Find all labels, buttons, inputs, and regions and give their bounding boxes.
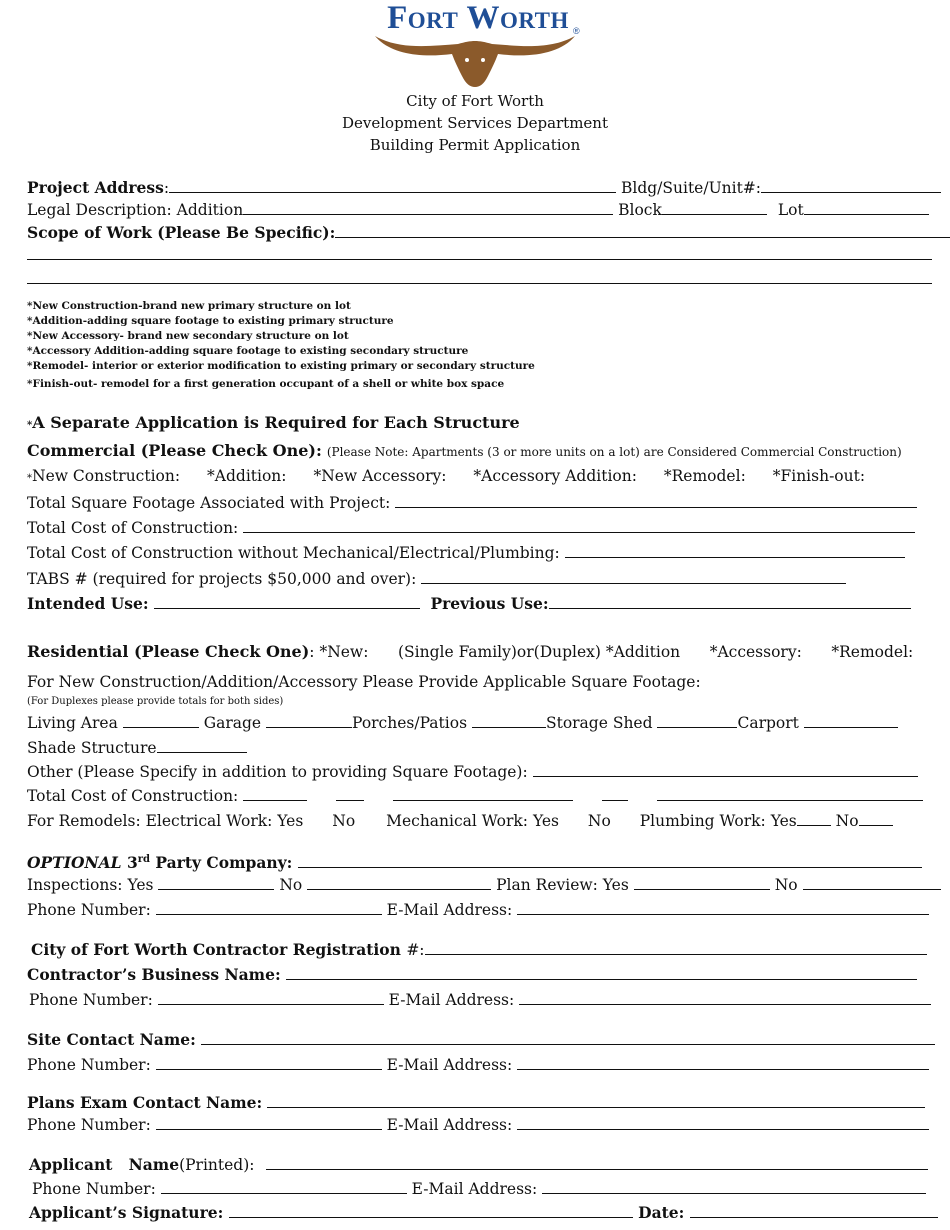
plans-email-label: E-Mail Address: <box>386 1116 513 1134</box>
third-party-email-field[interactable] <box>517 899 929 915</box>
plans-exam-row <box>27 1092 925 1113</box>
intended-use-label: Intended Use: <box>27 594 149 613</box>
option-finish-out[interactable]: *Finish-out: <box>772 467 866 485</box>
contractor-email-field[interactable] <box>519 989 931 1005</box>
option-addition[interactable]: *Addition: <box>207 467 287 485</box>
definition-finish-out: *Finish-out- remodel for a first generation occupant of a shell or white box space <box>27 378 505 390</box>
applicant-name-row: Applicant Name(Printed): <box>29 1154 928 1175</box>
tabs-field[interactable] <box>421 568 846 584</box>
contractor-registration-field[interactable] <box>425 939 927 955</box>
carport-label: Carport <box>737 714 799 732</box>
contractor-business-label: Contractor’s Business Name: <box>27 965 281 984</box>
legal-description-label: Legal Description: Addition <box>27 201 244 219</box>
third-party-row: OPTIONAL 3rd Party Company: <box>27 850 922 873</box>
tabs-label: TABS # (required for projects $50,000 and over): <box>27 570 417 588</box>
commercial-cost-wo-row <box>27 542 905 563</box>
commercial-cost-field[interactable] <box>243 517 915 533</box>
commercial-cost-row <box>27 517 915 538</box>
inspections-yes-label: Inspections: Yes <box>27 876 154 894</box>
bldg-field[interactable] <box>761 177 941 193</box>
duplex-note: (For Duplexes please provide totals for both sides) <box>27 696 284 707</box>
third-party-email-label: E-Mail Address: <box>386 901 513 919</box>
definition-addition: *Addition-adding square footage to existing primary structure <box>27 315 394 327</box>
addition-field[interactable] <box>243 199 613 215</box>
option-new-accessory[interactable]: *New Accessory: <box>313 467 447 485</box>
garage-label: Garage <box>203 714 262 732</box>
living-area-field[interactable] <box>123 712 199 728</box>
contractor-registration-row: City of Fort Worth Contractor Registration #: <box>31 939 927 960</box>
plans-exam-field[interactable] <box>267 1092 925 1108</box>
plumbing-yes-label[interactable]: Plumbing Work: Yes <box>639 812 797 830</box>
site-email-field[interactable] <box>517 1054 929 1070</box>
applicant-contact-row <box>32 1178 926 1199</box>
scope-label: Scope of Work (Please Be Specific): <box>27 223 336 242</box>
applicant-signature-label: Applicant’s Signature: <box>29 1203 224 1222</box>
previous-use-label: Previous Use: <box>430 594 549 613</box>
residential-cost-row <box>27 785 923 806</box>
commercial-cost-label: Total Cost of Construction: <box>27 519 239 537</box>
definition-remodel: *Remodel- interior or exterior modification to existing primary or secondary structure <box>27 360 535 372</box>
intended-use-field[interactable] <box>154 593 420 609</box>
commercial-note: (Please Note: Apartments (3 or more units on a lot) are Considered Commercial Construction) <box>326 445 902 459</box>
residential-cost-field-5[interactable] <box>657 785 923 801</box>
commercial-title-row <box>27 441 902 462</box>
contractor-business-field[interactable] <box>286 964 917 980</box>
applicant-name-field[interactable] <box>266 1154 928 1170</box>
site-contact-info-row <box>27 1054 929 1075</box>
commercial-options-row: *New Construction: *Addition: *New Accessory: *Accessory Addition: *Remodel: *Finish-out: <box>27 467 866 485</box>
applicant-name-label: Applicant Name <box>29 1155 180 1174</box>
option-accessory-addition[interactable]: *Accessory Addition: <box>473 467 637 485</box>
applicant-phone-field[interactable] <box>161 1178 407 1194</box>
inspections-row <box>27 874 941 895</box>
project-address-label: Project Address <box>27 178 164 197</box>
shade-structure-label: Shade Structure <box>27 739 157 757</box>
commercial-cost-wo-label: Total Cost of Construction without Mechanical/Electrical/Plumbing: <box>27 544 560 562</box>
contractor-email-label: E-Mail Address: <box>388 991 515 1009</box>
date-field[interactable] <box>690 1202 938 1218</box>
optional-label: OPTIONAL <box>27 853 122 873</box>
contractor-phone-label: Phone Number: <box>29 991 153 1009</box>
site-phone-label: Phone Number: <box>27 1056 151 1074</box>
header-form-title: Building Permit Application <box>369 136 581 154</box>
other-field[interactable] <box>533 761 918 777</box>
residential-cost-label: Total Cost of Construction: <box>27 787 239 805</box>
garage-field[interactable] <box>266 712 352 728</box>
date-label: Date: <box>638 1203 685 1222</box>
commercial-sqft-row <box>27 492 917 513</box>
third-party-phone-field[interactable] <box>156 899 382 915</box>
fort-worth-logo <box>370 0 590 92</box>
option-remodel[interactable]: *Remodel: <box>663 467 746 485</box>
contractor-contact-row <box>29 989 931 1010</box>
residential-areas-row <box>27 712 898 733</box>
living-area-label: Living Area <box>27 714 118 732</box>
other-row <box>27 761 918 782</box>
plumbing-no-label[interactable]: No <box>835 812 859 830</box>
lot-label: Lot <box>777 201 804 219</box>
separate-application-notice: *A Separate Application is Required for Each Structure <box>27 413 520 432</box>
residential-cost-field-2[interactable] <box>336 785 364 801</box>
option-new-construction[interactable]: New Construction: <box>32 467 181 485</box>
site-contact-field[interactable] <box>201 1029 935 1045</box>
site-contact-label: Site Contact Name: <box>27 1030 196 1049</box>
applicant-phone-label: Phone Number: <box>32 1180 156 1198</box>
residential-title: Residential (Please Check One) <box>27 642 310 661</box>
residential-cost-field-4[interactable] <box>602 785 628 801</box>
applicant-signature-row <box>29 1202 938 1223</box>
use-row <box>27 593 911 614</box>
site-phone-field[interactable] <box>156 1054 382 1070</box>
plans-exam-info-row <box>27 1114 929 1135</box>
block-field[interactable] <box>662 199 767 215</box>
residential-cost-field-3[interactable] <box>393 785 573 801</box>
porches-field[interactable] <box>472 712 546 728</box>
plan-review-no-field[interactable] <box>803 874 941 890</box>
scope-line-2[interactable] <box>27 259 932 260</box>
plans-email-field[interactable] <box>517 1114 929 1130</box>
storage-label: Storage Shed <box>545 714 653 732</box>
lot-field[interactable] <box>804 199 929 215</box>
shade-structure-field[interactable] <box>157 737 247 753</box>
remodels-row <box>27 810 893 831</box>
electrical-no-label[interactable]: No <box>332 812 356 830</box>
inspections-yes-field[interactable] <box>158 874 274 890</box>
project-address-field[interactable] <box>169 177 616 193</box>
header-city: City of Fort Worth <box>406 92 544 110</box>
carport-field[interactable] <box>804 712 898 728</box>
plans-phone-label: Phone Number: <box>27 1116 151 1134</box>
applicant-email-label: E-Mail Address: <box>411 1180 538 1198</box>
scope-row <box>27 222 950 243</box>
site-contact-row <box>27 1029 935 1050</box>
plumbing-no-field[interactable] <box>859 810 893 826</box>
previous-use-field[interactable] <box>549 593 911 609</box>
plumbing-yes-field[interactable] <box>797 810 831 826</box>
inspections-no-label: No <box>279 876 303 894</box>
residential-sqft-intro: For New Construction/Addition/Accessory Please Provide Applicable Square Footage: <box>27 673 701 691</box>
plan-review-yes-field[interactable] <box>634 874 770 890</box>
third-party-label: Party Company: <box>150 853 293 873</box>
block-label: Block <box>618 201 662 219</box>
logo-text: Fort Worth <box>387 0 569 36</box>
logo-registered-mark: ® <box>573 26 580 36</box>
applicant-signature-field[interactable] <box>229 1202 633 1218</box>
mechanical-no-label[interactable]: No <box>587 812 611 830</box>
commercial-cost-wo-field[interactable] <box>565 542 905 558</box>
scope-field[interactable] <box>335 222 950 238</box>
porches-label: Porches/Patios <box>352 714 468 732</box>
inspections-no-field[interactable] <box>307 874 491 890</box>
applicant-email-field[interactable] <box>542 1178 926 1194</box>
residential-cost-field-1[interactable] <box>243 785 307 801</box>
commercial-sqft-field[interactable] <box>395 492 917 508</box>
contractor-registration-label: City of Fort Worth Contractor Registration <box>31 940 407 959</box>
plan-review-yes-label: Plan Review: Yes <box>496 876 629 894</box>
header-department: Development Services Department <box>341 114 608 132</box>
other-label: Other (Please Specify in addition to providing Square Footage): <box>27 763 528 781</box>
plans-phone-field[interactable] <box>156 1114 382 1130</box>
bldg-label: Bldg/Suite/Unit#: <box>620 179 762 197</box>
definition-new-construction: *New Construction-brand new primary structure on lot <box>27 300 351 312</box>
storage-field[interactable] <box>657 712 737 728</box>
definition-new-accessory: *New Accessory- brand new secondary structure on lot <box>27 330 349 342</box>
plan-review-no-label: No <box>774 876 798 894</box>
contractor-phone-field[interactable] <box>158 989 384 1005</box>
tabs-row <box>27 568 846 589</box>
scope-line-3[interactable] <box>27 283 932 284</box>
contractor-business-row <box>27 964 917 985</box>
residential-title-row <box>27 642 913 662</box>
legal-description-row <box>27 199 929 220</box>
third-party-field[interactable] <box>298 852 922 868</box>
electrical-yes-label[interactable]: For Remodels: Electrical Work: Yes <box>27 812 304 830</box>
shade-structure-row <box>27 737 247 758</box>
site-email-label: E-Mail Address: <box>386 1056 513 1074</box>
third-party-phone-label: Phone Number: <box>27 901 151 919</box>
commercial-sqft-label: Total Square Footage Associated with Project: <box>27 494 391 512</box>
mechanical-yes-label[interactable]: Mechanical Work: Yes <box>386 812 559 830</box>
third-party-contact-row <box>27 899 929 920</box>
definition-accessory-addition: *Accessory Addition-adding square footage to existing secondary structure <box>27 345 469 357</box>
residential-options[interactable]: : *New: (Single Family)or(Duplex) *Addition *Accessory: *Remodel: <box>309 643 914 661</box>
commercial-title: Commercial (Please Check One): <box>27 441 322 460</box>
project-address-row: Project Address: Bldg/Suite/Unit#: <box>27 177 941 198</box>
longhorn-icon <box>370 32 580 88</box>
plans-exam-label: Plans Exam Contact Name: <box>27 1093 263 1112</box>
